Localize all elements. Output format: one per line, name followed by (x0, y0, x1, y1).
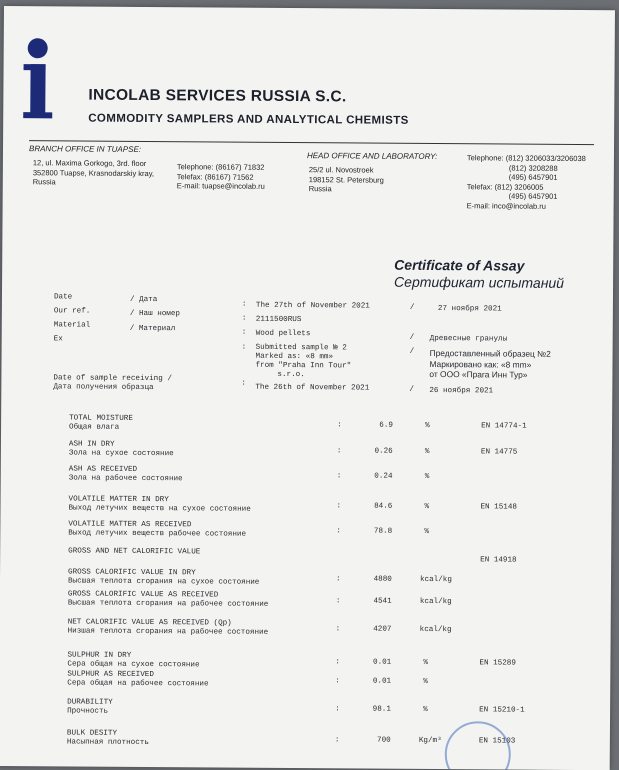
submitted-sample-ru: Предоставленный образец №2 Маркировано как: «8 mm» от ООО «Прага Инн Тур» (429, 347, 551, 380)
branch-heading: BRANCH OFFICE IN TUAPSE: (28, 144, 142, 154)
result-value: 6.9 (379, 421, 393, 430)
result-value: 0.24 (374, 472, 393, 481)
submitted-slash: / (409, 347, 415, 356)
field-date-colon: : (241, 300, 247, 309)
result-label: GROSS CALORIFIC VALUE AS RECEIVED (67, 590, 219, 600)
field-ref-value: 2111500RUS (255, 315, 302, 325)
result-unit: % (423, 677, 428, 686)
field-material-slash: / (409, 333, 415, 342)
result-label-ru: Насыпная плотность (66, 738, 149, 748)
result-label-ru: Зола на сухое состояние (68, 449, 174, 459)
result-unit: kcal/kg (419, 625, 452, 635)
laboratory-stamp-icon (445, 721, 511, 770)
result-colon: : (335, 677, 340, 686)
result-label-ru: Высшая теплота сгорания на сухое состояние (67, 577, 260, 587)
result-standard: EN 15103 (478, 737, 516, 746)
field-ex-colon: : (241, 343, 247, 352)
field-date-label: Date (53, 293, 73, 302)
result-label: VOLATILE MATTER AS RECEIVED (68, 520, 192, 530)
result-unit: % (425, 421, 430, 430)
result-label: TOTAL MOISTURE (69, 414, 133, 423)
receiving-value-ru: 26 ноября 2021 (429, 386, 494, 396)
head-office-contacts: Telephone: (812) 3206033/3206038 (812) 3208288 (495) 6457901 Telefax: (812) 3206005 (495) 6457901 E-mail: inco@incolab.ru (466, 153, 586, 211)
result-unit: kcal/kg (419, 597, 452, 607)
result-label: BULK DESITY (66, 729, 118, 738)
result-standard: EN 14775 (480, 448, 518, 457)
result-label-ru: Выход летучих веществ на сухое состояние (68, 504, 251, 514)
result-unit: % (424, 472, 430, 481)
result-label-ru: Общая влага (69, 423, 120, 432)
result-colon: : (335, 625, 341, 634)
document-page (0, 6, 615, 770)
receiving-colon: : (241, 379, 246, 388)
result-colon: : (335, 575, 341, 584)
result-label-ru: Высшая теплота сгорания на рабочее состояние (67, 599, 269, 609)
branch-address: 12, ul. Maxima Gorkogo, 3rd. floor 352800 Tuapse, Krasnodarskiy kray, Russia (32, 158, 155, 187)
result-value: 98.1 (372, 705, 391, 714)
certificate-title: Certificate of Assay (394, 256, 525, 274)
result-label-ru: Зола на рабочее состояние (68, 474, 183, 484)
result-value: 4880 (373, 575, 392, 584)
result-unit: % (423, 658, 429, 667)
result-label-ru: Сера общая на рабочее состояние (67, 679, 209, 689)
field-ex-label: Ex (53, 335, 63, 344)
result-colon: : (336, 502, 342, 511)
result-unit: Kg/m³ (418, 736, 442, 746)
result-colon: : (335, 597, 341, 606)
result-label: SULPHUR AS RECEIVED (67, 670, 154, 680)
result-label: VOLATILE MATTER IN DRY (68, 495, 169, 505)
result-label: GROSS AND NET CALORIFIC VALUE (68, 547, 201, 557)
result-label-ru: Выход летучих веществ рабочее состояние (68, 529, 247, 539)
field-material-label: Material (53, 321, 91, 330)
result-label-ru: Прочность (67, 707, 109, 716)
result-value: 4207 (373, 625, 392, 634)
result-value: 0.01 (372, 677, 392, 686)
result-value: 78.8 (373, 527, 393, 536)
field-date-value-ru: 27 ноября 2021 (437, 305, 502, 314)
field-material-colon: : (241, 328, 247, 337)
result-unit: % (424, 527, 429, 536)
result-label-ru: Низшая теплота сгорания на рабочее состояние (67, 627, 269, 637)
field-ref-colon: : (241, 314, 247, 323)
result-unit: kcal/kg (419, 575, 452, 585)
receiving-label: Date of sample receiving / Дата получения образца (53, 374, 172, 393)
result-standard: EN 15289 (479, 659, 516, 668)
field-date-slash: / (409, 303, 415, 312)
result-value: 84.6 (374, 502, 393, 511)
result-value: 0.26 (374, 447, 393, 456)
result-value: 0.01 (372, 658, 392, 667)
result-value: 700 (377, 736, 391, 745)
result-colon: : (335, 705, 340, 714)
field-material-value: Wood pellets (255, 329, 311, 339)
field-ref-label-ru: / Наш номер (129, 309, 181, 319)
result-label: SULPHUR IN DRY (67, 651, 132, 660)
receiving-value: The 26th of November 2021 (255, 383, 370, 393)
result-standard: EN 15148 (480, 503, 518, 512)
result-label: NET CALORIFIC VALUE AS RECEIVED (Qp) (67, 618, 232, 628)
result-colon: : (337, 421, 342, 430)
head-office-address: 25/2 ul. Novostroek 198152 St. Petersburg Russia (308, 165, 384, 194)
field-date-label-ru: / Дата (129, 295, 158, 305)
branch-contacts: Telephone: (86167) 71832 Telefax: (86167) 71562 E-mail: tuapse@incolab.ru (176, 162, 265, 191)
result-label-ru: Сера общая на сухое состояние (67, 660, 200, 670)
certificate-title-ru: Сертификат испытаний (394, 273, 565, 291)
result-colon: : (336, 447, 342, 456)
result-label: ASH IN DRY (68, 440, 115, 449)
result-colon: : (335, 658, 341, 667)
field-material-label-ru: / Материал (129, 324, 176, 334)
receiving-slash: / (409, 385, 414, 394)
submitted-sample: Submitted sample № 2 Marked as: «8 mm» from "Praha Inn Tour" s.r.o. (255, 343, 352, 380)
field-ref-label: Our ref. (53, 307, 91, 316)
head-office-heading: HEAD OFFICE AND LABORATORY: (306, 151, 438, 162)
result-unit: % (424, 447, 430, 456)
result-value: 4541 (373, 597, 392, 606)
result-colon: : (334, 736, 340, 745)
result-standard: EN 14774-1 (481, 422, 527, 431)
company-name: INCOLAB SERVICES RUSSIA S.C. (88, 86, 347, 106)
incolab-logo-icon (4, 6, 615, 10)
result-label: GROSS CALORIFIC VALUE IN DRY (68, 568, 196, 578)
result-unit: % (424, 502, 430, 511)
result-label: DURABILITY (67, 698, 113, 707)
field-material-value-ru: Древесные гранулы (429, 334, 508, 344)
result-standard: EN 15210-1 (479, 706, 525, 715)
result-colon: : (336, 472, 342, 481)
result-unit: % (423, 705, 428, 714)
result-standard: EN 14918 (480, 556, 517, 565)
field-date-value: The 27th of November 2021 (255, 301, 370, 311)
company-subtitle: COMMODITY SAMPLERS AND ANALYTICAL CHEMISTS (88, 112, 409, 127)
result-label: ASH AS RECEIVED (68, 465, 138, 474)
result-colon: : (336, 527, 341, 536)
